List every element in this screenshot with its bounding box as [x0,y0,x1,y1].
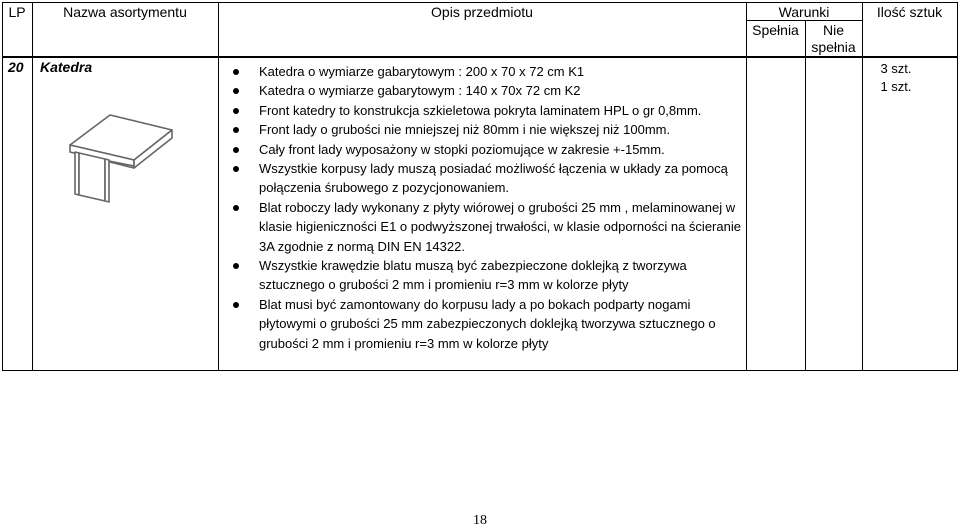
header-conditions-not-met-line2: spełnia [811,39,856,55]
row-lp: 20 [8,59,24,75]
header-conditions-not-met-line1: Nie [822,22,844,38]
desk-illustration [66,112,181,207]
bullet-icon [233,88,239,94]
bullet-icon [233,147,239,153]
bullet-icon [233,166,239,172]
list-item-text: Blat roboczy lady wykonany z płyty wiórowej o grubości 25 mm , melaminowanej w klasie higieniczności E1 o podwyższonej trwałości, w klasie odporności na ścieranie 3A zgodnie z normą DIN EN 14322. [259,199,741,254]
bullet-icon [233,108,239,114]
bullet-icon [233,69,239,75]
header-description: Opis przedmiotu [431,4,533,20]
list-item-text: Front lady o grubości nie mniejszej niż 80mm i nie większej niż 100mm. [259,122,671,138]
table-border-left [2,2,3,371]
col-divider-name [218,2,219,371]
table-border-top [2,2,958,3]
col-divider-lp [32,2,33,371]
list-item [233,140,743,159]
list-item-text: Wszystkie korpusy lady muszą posiadać możliwość łączenia w układy za pomocą połączenia śrubowego z pozycjonowaniem. [259,161,728,196]
header-name: Nazwa asortymentu [63,4,187,20]
bullet-icon [233,302,239,308]
list-item [233,256,743,295]
list-item [233,159,743,198]
col-divider-description [746,2,747,371]
page-number: 18 [473,513,487,528]
header-conditions-met: Spełnia [752,22,799,38]
list-item-text: Front katedry to konstrukcja szkieletowa pokryta laminatem HPL o gr 0,8mm. [259,102,702,118]
list-item-text: Cały front lady wyposażony w stopki poziomujące w zakresie +-15mm. [259,141,665,157]
col-divider-quantity [862,2,863,371]
quantity-value: 3 szt. [880,61,912,76]
list-item [233,101,743,120]
list-item-text: Blat musi być zamontowany do korpusu lady a po bokach podparty nogami płytowymi o grubości 25 mm zabezpieczonych doklejką tworzywa sztucznego o grubości 2 mm i promieniu r=3 mm w kolorze płyty [259,296,716,351]
list-item [233,295,743,353]
header-lp: LP [8,4,26,20]
header-quantity: Ilość sztuk [876,4,943,20]
quantity-value: 1 szt. [880,79,912,94]
bullet-icon [233,127,239,133]
header-bottom-border [2,56,958,58]
row-name: Katedra [40,59,93,75]
table-border-right [957,2,958,371]
list-item-text: Wszystkie krawędzie blatu muszą być zabezpieczone doklejką z tworzywa sztucznego o grubości 2 mm i promieniu r=3 mm w kolorze płyty [259,258,687,293]
list-item [233,120,743,139]
col-divider-conditions [805,20,806,371]
list-item [233,81,743,100]
list-item-text: Katedra o wymiarze gabarytowym : 200 x 70 x 72 cm K1 [259,64,585,79]
description-list [233,62,743,353]
header-conditions: Warunki [778,4,830,20]
table-border-bottom [2,370,958,371]
bullet-icon [233,263,239,269]
list-item [233,198,743,256]
bullet-icon [233,205,239,211]
list-item-text: Katedra o wymiarze gabarytowym : 140 x 70x 72 cm K2 [259,83,581,99]
list-item [233,62,743,81]
